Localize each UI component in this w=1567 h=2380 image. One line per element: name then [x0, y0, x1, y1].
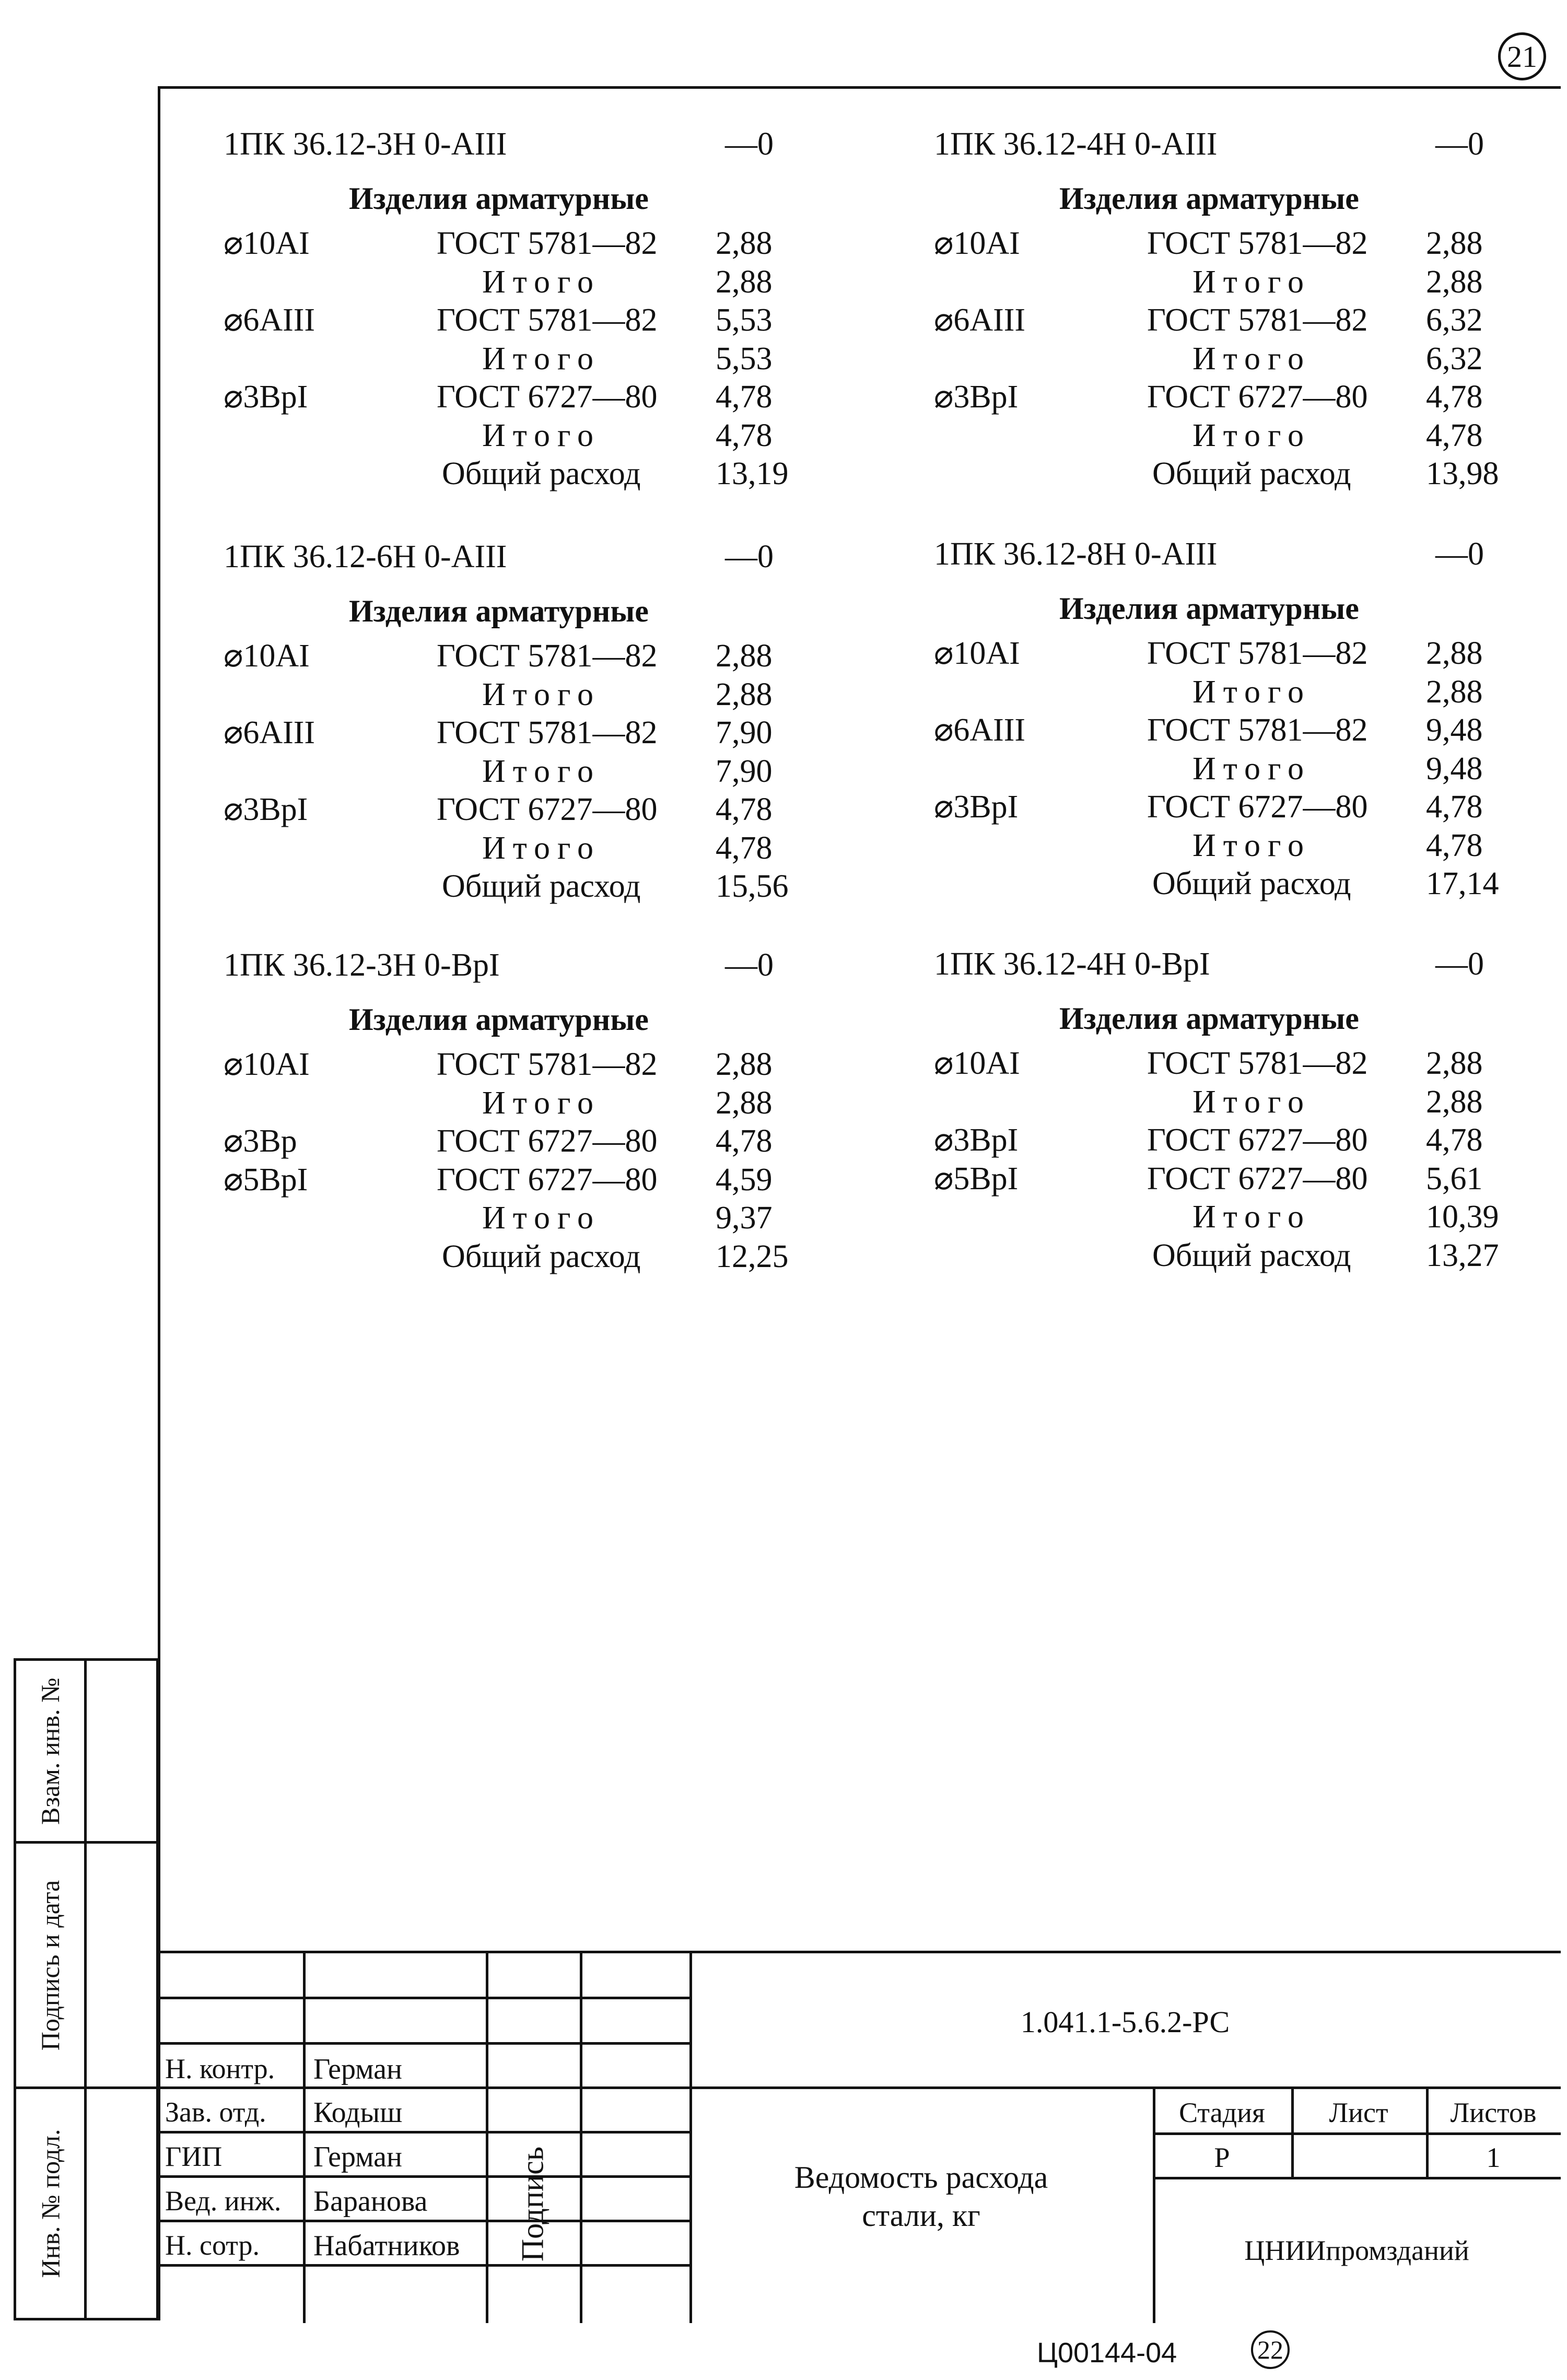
mass-value: 13,98: [1426, 456, 1499, 491]
spec-row: [934, 263, 1519, 302]
spec-row: [224, 1238, 809, 1276]
standard-or-total-label: Итого: [1192, 1084, 1311, 1120]
role-label: Н. сотр.: [165, 2230, 260, 2261]
spec-row: [934, 750, 1519, 789]
spec-row: [224, 867, 809, 906]
standard-or-total-label: Итого: [482, 1200, 601, 1236]
side-stamp-replaced-inv: [14, 1658, 159, 1844]
title-block: [158, 1951, 1561, 2323]
spec-row: [934, 635, 1519, 673]
rebar-mark: ⌀3ВрI: [934, 379, 1019, 415]
standard-or-total-label: Итого: [1192, 1199, 1311, 1235]
product-dash: —0: [1435, 946, 1484, 982]
mass-value: 2,88: [716, 676, 773, 712]
standard-or-total-label: ГОСТ 6727—80: [1147, 1122, 1368, 1158]
standard-or-total-label: Итого: [482, 676, 601, 712]
mass-value: 4,78: [1426, 379, 1483, 415]
standard-or-total-label: ГОСТ 5781—82: [437, 638, 658, 674]
sheets-header: Листов: [1450, 2097, 1537, 2128]
standard-or-total-label: ГОСТ 6727—80: [1147, 789, 1368, 825]
section-subtitle: Изделия арматурные: [349, 594, 649, 628]
spec-row: [934, 225, 1519, 263]
person-name: Герман: [313, 2053, 402, 2085]
spec-header: [934, 945, 1519, 998]
spec-row: [934, 1237, 1519, 1275]
page-number: 21: [1498, 32, 1546, 80]
product-mark: 1ПК 36.12-3Н 0-АIII: [224, 126, 507, 162]
spec-row: [224, 340, 809, 379]
sheets-value: 1: [1486, 2142, 1501, 2173]
document-title-line2: стали, кг: [862, 2198, 980, 2233]
standard-or-total-label: Итого: [1192, 341, 1311, 377]
mass-value: 13,19: [716, 456, 789, 491]
role-label: Зав. отд.: [165, 2096, 266, 2128]
spec-row: [934, 378, 1519, 417]
spec-header: [224, 946, 809, 999]
standard-or-total-label: ГОСТ 5781—82: [437, 302, 658, 338]
mass-value: 4,78: [1426, 417, 1483, 453]
footer-circle-number: 22: [1251, 2330, 1290, 2369]
product-mark: 1ПК 36.12-6Н 0-АIII: [224, 539, 507, 575]
rebar-mark: ⌀10АI: [224, 638, 310, 674]
mass-value: 5,53: [716, 302, 773, 338]
spec-header: [934, 125, 1519, 178]
role-label: ГИП: [165, 2141, 223, 2172]
spec-block: [224, 125, 809, 494]
spec-row: [224, 791, 809, 829]
section-subtitle: Изделия арматурные: [1059, 591, 1359, 626]
mass-value: 9,48: [1426, 712, 1483, 748]
spec-row: [224, 417, 809, 455]
side-label-inv-podl: Инв. № подл.: [36, 2129, 65, 2278]
rebar-mark: ⌀6АIII: [934, 302, 1026, 338]
standard-or-total-label: Общий расход: [442, 1238, 641, 1274]
product-dash: —0: [1435, 536, 1484, 572]
standard-or-total-label: ГОСТ 6727—80: [437, 379, 658, 415]
standard-or-total-label: Итого: [1192, 827, 1311, 863]
mass-value: 2,88: [716, 226, 773, 261]
standard-or-total-label: Итого: [1192, 674, 1311, 710]
product-mark: 1ПК 36.12-4Н 0-ВрI: [934, 946, 1210, 982]
standard-or-total-label: ГОСТ 5781—82: [437, 1047, 658, 1082]
mass-value: 6,32: [1426, 341, 1483, 377]
spec-row: [224, 225, 809, 263]
spec-row: [224, 637, 809, 676]
document-code: 1.041.1-5.6.2-РС: [1020, 2005, 1230, 2039]
mass-value: 9,37: [716, 1200, 773, 1236]
standard-or-total-label: Итого: [482, 753, 601, 789]
mass-value: 4,78: [716, 792, 773, 827]
spec-row: [934, 865, 1519, 904]
mass-value: 2,88: [1426, 1084, 1483, 1120]
mass-value: 4,78: [716, 830, 773, 866]
rebar-mark: ⌀10АI: [934, 636, 1020, 671]
standard-or-total-label: Общий расход: [1152, 866, 1351, 901]
product-mark: 1ПК 36.12-8Н 0-АIII: [934, 536, 1218, 572]
footer-code: Ц00144-04: [1037, 2337, 1177, 2369]
mass-value: 7,90: [716, 715, 773, 751]
mass-value: 2,88: [716, 638, 773, 674]
standard-or-total-label: ГОСТ 5781—82: [437, 226, 658, 261]
rebar-mark: ⌀10АI: [934, 226, 1020, 261]
mass-value: 2,88: [1426, 636, 1483, 671]
mass-value: 4,59: [716, 1162, 773, 1198]
mass-value: 4,78: [716, 1123, 773, 1159]
rebar-mark: ⌀5ВрI: [934, 1160, 1019, 1197]
rebar-mark: ⌀3Вр: [224, 1123, 297, 1159]
standard-or-total-label: ГОСТ 5781—82: [437, 715, 658, 751]
spec-row: [934, 673, 1519, 712]
standard-or-total-label: Итого: [482, 264, 601, 300]
person-name: Набатников: [313, 2230, 460, 2262]
product-mark: 1ПК 36.12-3Н 0-ВрI: [224, 947, 500, 983]
mass-value: 2,88: [1426, 1046, 1483, 1081]
rebar-mark: ⌀5ВрI: [224, 1162, 308, 1198]
spec-row: [224, 1199, 809, 1238]
mass-value: 2,88: [716, 264, 773, 300]
spec-row: [224, 378, 809, 417]
document-title-line1: Ведомость расхода: [794, 2160, 1048, 2195]
rebar-mark: ⌀10АI: [224, 1047, 310, 1082]
rebar-mark: ⌀10АI: [934, 1046, 1020, 1081]
section-subtitle: Изделия арматурные: [349, 1002, 649, 1037]
spec-row: [224, 455, 809, 494]
spec-row: [224, 714, 809, 753]
spec-row: [934, 827, 1519, 865]
spec-header: [224, 538, 809, 590]
spec-block: [224, 946, 809, 1276]
standard-or-total-label: ГОСТ 6727—80: [1147, 1160, 1368, 1197]
spec-row: [934, 455, 1519, 494]
standard-or-total-label: ГОСТ 5781—82: [1147, 226, 1368, 261]
mass-value: 5,61: [1426, 1160, 1483, 1197]
standard-or-total-label: Итого: [1192, 751, 1311, 787]
mass-value: 12,25: [716, 1238, 789, 1274]
standard-or-total-label: Общий расход: [1152, 1237, 1351, 1273]
rebar-mark: ⌀3ВрI: [224, 792, 308, 827]
standard-or-total-label: ГОСТ 6727—80: [1147, 379, 1368, 415]
standard-or-total-label: Итого: [1192, 264, 1311, 300]
organization: ЦНИИпромзданий: [1244, 2235, 1469, 2266]
spec-row: [224, 1084, 809, 1123]
standard-or-total-label: Общий расход: [1152, 456, 1351, 491]
standard-or-total-label: ГОСТ 6727—80: [437, 1162, 658, 1198]
spec-row: [934, 417, 1519, 455]
side-stamp-original-inv: [14, 2089, 159, 2320]
mass-value: 4,78: [716, 379, 773, 415]
spec-row: [224, 301, 809, 340]
mass-value: 4,78: [716, 417, 773, 453]
standard-or-total-label: Общий расход: [442, 869, 641, 904]
mass-value: 15,56: [716, 869, 789, 904]
signature-label: Подпись: [515, 2146, 550, 2262]
spec-row: [224, 1161, 809, 1200]
standard-or-total-label: Итого: [482, 341, 601, 377]
product-dash: —0: [1435, 126, 1484, 162]
mass-value: 7,90: [716, 753, 773, 789]
stage-header: Стадия: [1179, 2097, 1265, 2128]
mass-value: 6,32: [1426, 302, 1483, 338]
rebar-mark: ⌀6АIII: [224, 302, 315, 338]
standard-or-total-label: Итого: [482, 830, 601, 866]
spec-row: [934, 340, 1519, 379]
mass-value: 2,88: [1426, 674, 1483, 710]
role-label: Вед. инж.: [165, 2185, 282, 2217]
mass-value: 9,48: [1426, 751, 1483, 787]
sheet-header: Лист: [1329, 2097, 1388, 2128]
standard-or-total-label: ГОСТ 5781—82: [1147, 302, 1368, 338]
spec-row: [224, 1122, 809, 1161]
spec-row: [934, 1198, 1519, 1237]
rebar-mark: ⌀6АIII: [934, 712, 1026, 748]
mass-value: 13,27: [1426, 1237, 1499, 1273]
mass-value: 4,78: [1426, 827, 1483, 863]
spec-row: [934, 1160, 1519, 1199]
standard-or-total-label: ГОСТ 5781—82: [1147, 636, 1368, 671]
product-dash: —0: [725, 539, 774, 575]
standard-or-total-label: Итого: [482, 1085, 601, 1121]
product-mark: 1ПК 36.12-4Н 0-АIII: [934, 126, 1218, 162]
spec-block: [934, 945, 1519, 1275]
standard-or-total-label: ГОСТ 6727—80: [437, 792, 658, 827]
spec-block: [934, 535, 1519, 904]
mass-value: 17,14: [1426, 866, 1499, 901]
rebar-mark: ⌀10АI: [224, 226, 310, 261]
rebar-mark: ⌀3ВрI: [934, 1122, 1019, 1158]
spec-row: [934, 1121, 1519, 1160]
stage-value: Р: [1214, 2142, 1230, 2173]
person-name: Герман: [313, 2141, 402, 2173]
rebar-mark: ⌀3ВрI: [224, 379, 308, 415]
mass-value: 4,78: [1426, 789, 1483, 825]
spec-block: [934, 125, 1519, 494]
mass-value: 2,88: [716, 1085, 773, 1121]
mass-value: 2,88: [1426, 264, 1483, 300]
side-label-signature-date: Подпись и дата: [36, 1880, 65, 2050]
spec-row: [224, 753, 809, 791]
mass-value: 4,78: [1426, 1122, 1483, 1158]
product-dash: —0: [725, 947, 774, 983]
section-subtitle: Изделия арматурные: [1059, 181, 1359, 216]
mass-value: 5,53: [716, 341, 773, 377]
side-stamp-signature-date: [14, 1844, 159, 2089]
standard-or-total-label: ГОСТ 6727—80: [437, 1123, 658, 1159]
mass-value: 2,88: [1426, 226, 1483, 261]
spec-header: [224, 125, 809, 178]
spec-row: [934, 1083, 1519, 1122]
spec-row: [934, 788, 1519, 827]
mass-value: 10,39: [1426, 1199, 1499, 1235]
rebar-mark: ⌀6АIII: [224, 715, 315, 751]
standard-or-total-label: Итого: [1192, 417, 1311, 453]
standard-or-total-label: ГОСТ 5781—82: [1147, 1046, 1368, 1081]
person-name: Баранова: [313, 2185, 428, 2218]
person-name: Кодыш: [313, 2096, 403, 2129]
section-subtitle: Изделия арматурные: [349, 181, 649, 216]
role-label: Н. контр.: [165, 2053, 275, 2084]
product-dash: —0: [725, 126, 774, 162]
standard-or-total-label: Итого: [482, 417, 601, 453]
side-label-vzam: Взам. инв. №: [36, 1677, 65, 1825]
spec-row: [934, 301, 1519, 340]
section-subtitle: Изделия арматурные: [1059, 1001, 1359, 1036]
spec-block: [224, 538, 809, 906]
spec-row: [224, 829, 809, 868]
rebar-mark: ⌀3ВрI: [934, 789, 1019, 825]
spec-row: [224, 263, 809, 302]
standard-or-total-label: ГОСТ 5781—82: [1147, 712, 1368, 748]
spec-row: [934, 711, 1519, 750]
spec-row: [224, 676, 809, 714]
standard-or-total-label: Общий расход: [442, 456, 641, 491]
spec-row: [224, 1046, 809, 1084]
spec-row: [934, 1045, 1519, 1083]
spec-header: [934, 535, 1519, 588]
mass-value: 2,88: [716, 1047, 773, 1082]
